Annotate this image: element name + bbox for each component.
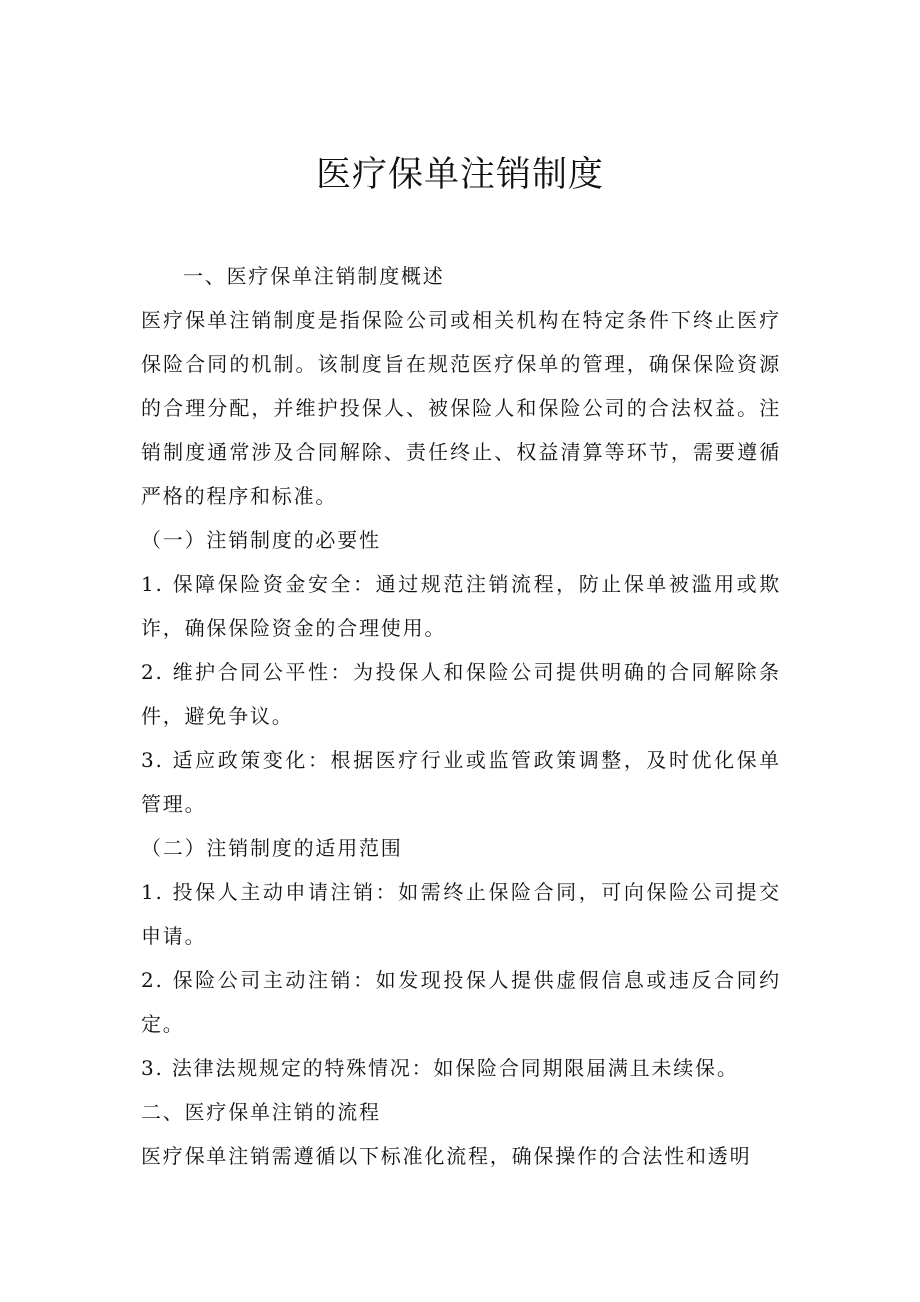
document-body <box>141 254 781 1178</box>
list-item: 2. 保险公司主动注销：如发现投保人提供虚假信息或违反合同约定。 <box>141 968 781 1036</box>
list-item: 3. 适应政策变化：根据医疗行业或监管政策调整，及时优化保单管理。 <box>141 748 781 816</box>
subsection-heading: （一）注销制度的必要性 <box>141 528 381 552</box>
list-item: 2. 维护合同公平性：为投保人和保险公司提供明确的合同解除条件，避免争议。 <box>141 660 781 728</box>
body-paragraph: 医疗保单注销制度是指保险公司或相关机构在特定条件下终止医疗保险合同的机制。该制度旨在规范医疗保单的管理，确保保险资源的合理分配，并维护投保人、被保险人和保险公司的合法权益。注销制度通常涉及合同解除、责任终止、权益清算等环节，需要遵循严格的程序和标准。 <box>141 308 781 508</box>
subsection-heading: （二）注销制度的适用范围 <box>141 836 403 860</box>
list-item: 1. 投保人主动申请注销：如需终止保险合同，可向保险公司提交申请。 <box>141 880 781 948</box>
list-item: 3. 法律法规规定的特殊情况：如保险合同期限届满且未续保。 <box>141 1056 739 1080</box>
document-title: 医疗保单注销制度 <box>315 155 604 195</box>
list-item: 1. 保障保险资金安全：通过规范注销流程，防止保单被滥用或欺诈，确保保险资金的合理使用。 <box>141 572 781 640</box>
section-heading: 一、医疗保单注销制度概述 <box>183 264 445 288</box>
section-heading: 二、医疗保单注销的流程 <box>141 1100 381 1124</box>
body-paragraph: 医疗保单注销需遵循以下标准化流程，确保操作的合法性和透明 <box>141 1144 752 1168</box>
